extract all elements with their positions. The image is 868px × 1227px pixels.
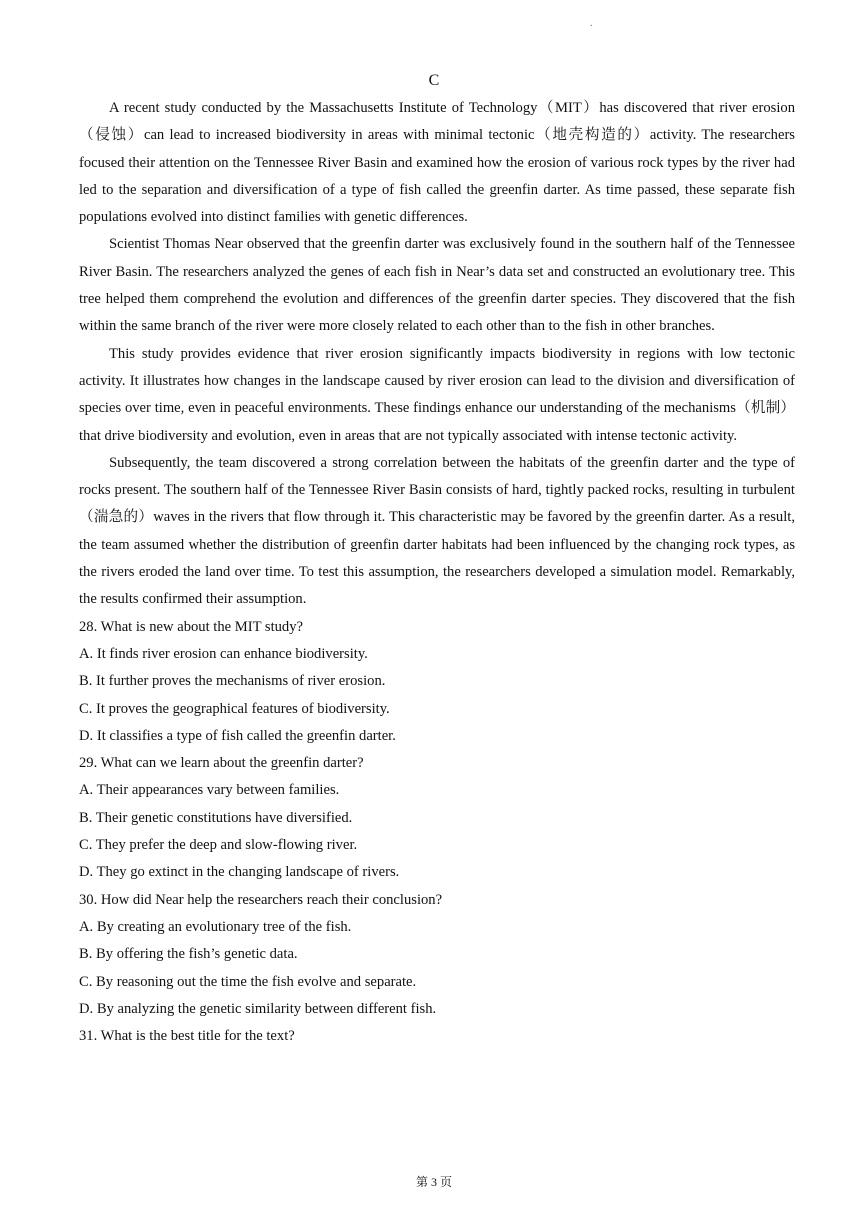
answer-option: C. They prefer the deep and slow-flowing river.	[79, 837, 358, 854]
section-heading: C	[428, 72, 440, 89]
scan-mark: .	[590, 18, 593, 29]
answer-option: B. By offering the fish’s genetic data.	[79, 946, 298, 963]
answer-option: C. It proves the geographical features of biodiversity.	[79, 700, 390, 717]
answer-option: D. They go extinct in the changing landscape of rivers.	[79, 864, 400, 881]
question-stem: 29. What can we learn about the greenfin darter?	[79, 755, 364, 772]
answer-option: C. By reasoning out the time the fish evolve and separate.	[79, 973, 417, 990]
answer-option: D. It classifies a type of fish called the greenfin darter.	[79, 727, 396, 744]
answer-option: B. It further proves the mechanisms of river erosion.	[79, 673, 386, 690]
question-stem: 28. What is new about the MIT study?	[79, 618, 304, 635]
passage-paragraph-4: Subsequently, the team discovered a strong correlation between the habitats of the greenfin darter and the type of rocks present. The southern half of the Tennessee River Basin consists of hard, tightly packed rocks, resulting in turbulent（湍急的）waves in the rivers that flow through it. This characteristic may be favored by the greenfin darter. As a result, the team assumed whether the distribution of greenfin darter habitats had been influenced by the changing rock types, as the rivers eroded the land over time. To test this assumption, the researchers developed a simulation model. Remarkably, the results confirmed their assumption.	[79, 454, 795, 608]
answer-option: A. By creating an evolutionary tree of the fish.	[79, 918, 352, 935]
answer-option: D. By analyzing the genetic similarity between different fish.	[79, 1000, 437, 1017]
question-28	[79, 614, 795, 750]
answer-option: A. It finds river erosion can enhance biodiversity.	[79, 645, 368, 662]
answer-option: B. Their genetic constitutions have diversified.	[79, 809, 353, 826]
answer-option: A. Their appearances vary between families.	[79, 782, 340, 799]
question-stem: 30. How did Near help the researchers reach their conclusion?	[79, 891, 443, 908]
passage-paragraph-1: A recent study conducted by the Massachusetts Institute of Technology（MIT）has discovered that river erosion（侵蚀）can lead to increased biodiversity in areas with minimal tectonic（地壳构造的）activity. The researchers focused their attention on the Tennessee River Basin and examined how the erosion of various rock types by the river had led to the separation and diversification of a type of fish called the greenfin darter. As time passed, these separate fish populations evolved into distinct families with genetic differences.	[79, 100, 795, 226]
document-body	[79, 95, 795, 1050]
question-29	[79, 750, 795, 886]
question-31	[79, 1023, 795, 1050]
page-number: 第 3 页	[415, 1175, 452, 1189]
passage-paragraph-2: Scientist Thomas Near observed that the greenfin darter was exclusively found in the southern half of the Tennessee River Basin. The researchers analyzed the genes of each fish in Near’s data set and constructed an evolutionary tree. This tree helped them comprehend the evolution and differences of the greenfin darter species. They discovered that the fish within the same branch of the river were more closely related to each other than to the fish in other branches.	[79, 236, 795, 335]
question-stem: 31. What is the best title for the text?	[79, 1028, 295, 1045]
question-30	[79, 887, 795, 1023]
passage-paragraph-3: This study provides evidence that river erosion significantly impacts biodiversity in regions with low tectonic activity. It illustrates how changes in the landscape caused by river erosion can lead to the division and diversification of species over time, even in peaceful environments. These findings enhance our understanding of the mechanisms（机制）that drive biodiversity and evolution, even in areas that are not typically associated with intense tectonic activity.	[79, 345, 795, 444]
